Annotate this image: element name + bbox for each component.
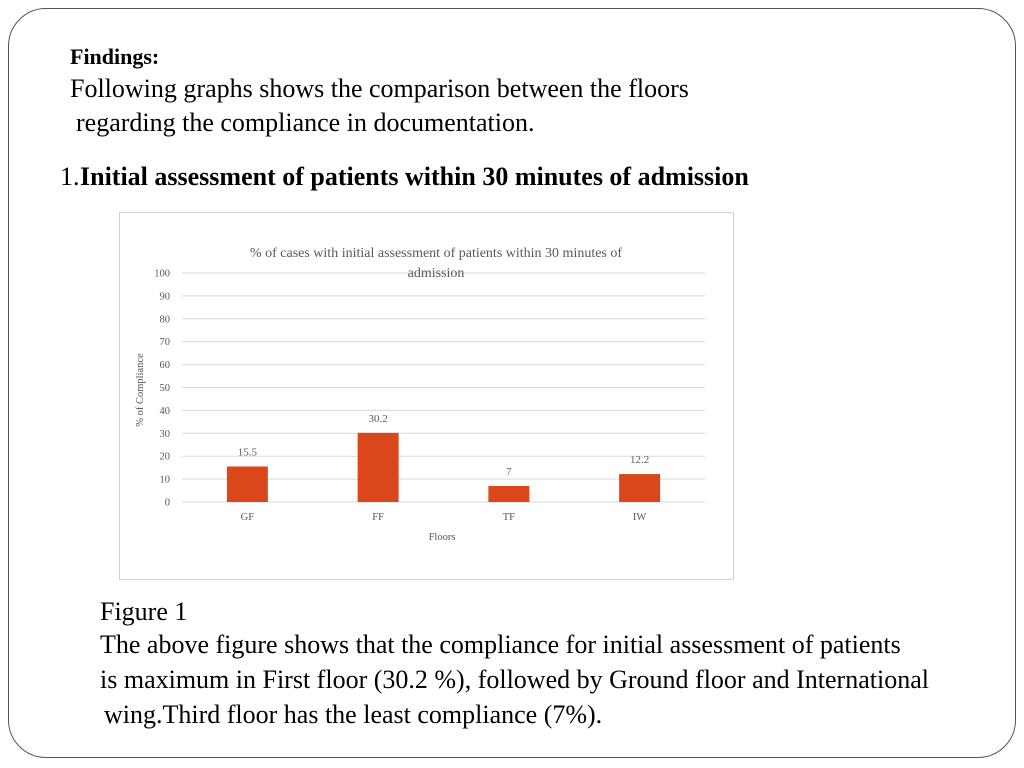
y-tick-label: 100: [154, 268, 170, 280]
data-label-tf: 7: [506, 465, 512, 478]
section-title: Initial assessment of patients within 30 minutes of admission: [80, 162, 749, 191]
chart-title-line-1: % of cases with initial assessment of patients within 30 minutes of: [249, 246, 623, 261]
intro-line-2: regarding the compliance in documentation.: [76, 108, 535, 137]
bar-tf: [488, 486, 529, 502]
caption-line-3: wing.Third floor has the least compliance (7%).: [104, 700, 603, 729]
y-tick-label: 50: [159, 383, 170, 394]
x-tick-label-gf: GF: [240, 512, 255, 523]
caption-line-1: The above figure shows that the compliance for initial assessment of patients: [100, 630, 901, 659]
y-tick-label: 60: [159, 360, 170, 372]
section-number: 1.: [60, 162, 80, 191]
figure-label: Figure 1: [100, 597, 188, 626]
intro-line-1: Following graphs shows the comparison between the floors: [70, 74, 689, 103]
x-tick-label-ff: FF: [372, 512, 384, 523]
data-label-iw: 12.2: [630, 454, 650, 467]
data-label-ff: 30.2: [368, 412, 388, 425]
x-tick-label-tf: TF: [502, 512, 516, 523]
chart-container: [119, 212, 734, 580]
y-tick-label: 0: [164, 497, 170, 509]
findings-heading: Findings:: [70, 44, 160, 69]
data-label-gf: 15.5: [237, 446, 257, 459]
y-tick-label: 30: [159, 428, 170, 440]
y-tick-label: 20: [159, 451, 170, 463]
y-tick-label: 80: [159, 314, 170, 326]
y-axis-title: % of Compliance: [135, 353, 146, 427]
x-axis-title: Floors: [428, 532, 456, 543]
x-tick-label-iw: IW: [632, 512, 647, 523]
y-tick-label: 70: [159, 337, 170, 349]
bar-iw: [619, 474, 660, 502]
y-tick-label: 90: [159, 291, 170, 303]
bar-ff: [358, 433, 399, 502]
bar-gf: [227, 467, 268, 502]
y-tick-label: 40: [159, 405, 170, 417]
bar-chart: [120, 213, 735, 581]
chart-title-line-2: admission: [407, 266, 465, 281]
caption-line-2: is maximum in First floor (30.2 %), followed by Ground floor and International: [100, 665, 929, 694]
y-tick-label: 10: [159, 474, 170, 486]
